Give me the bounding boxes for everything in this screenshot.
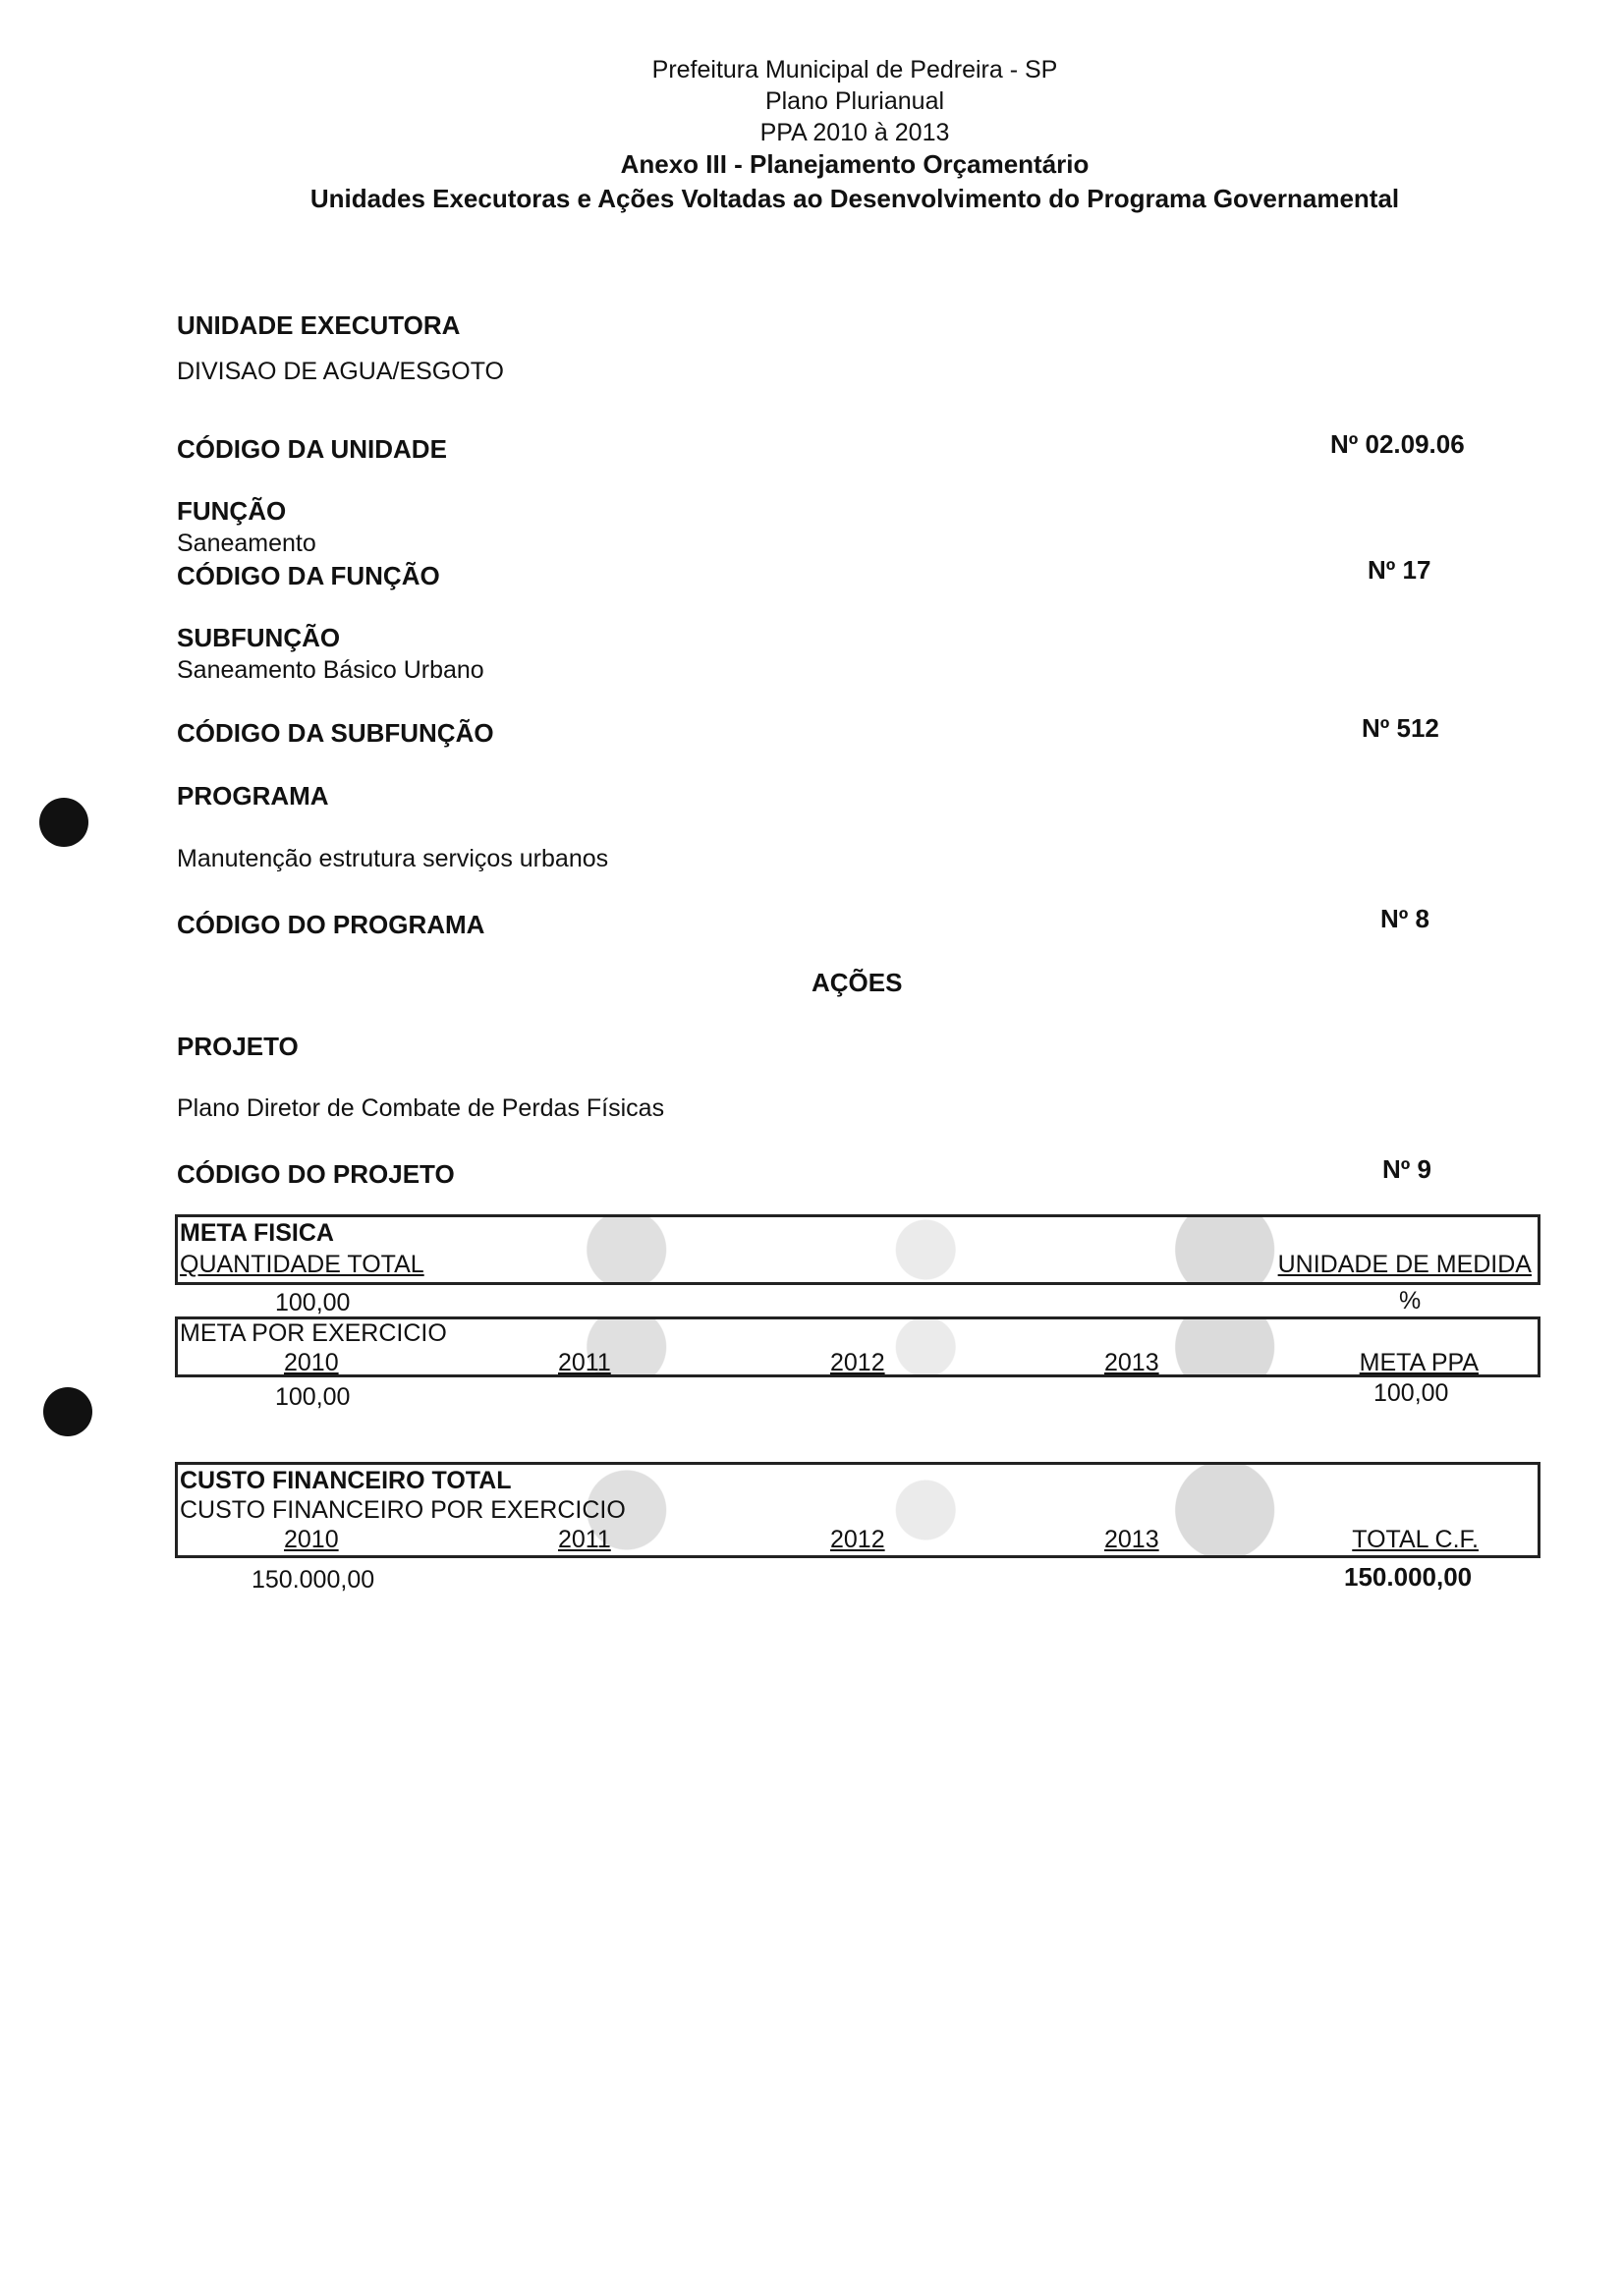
funcao-code-label: CÓDIGO DA FUNÇÃO [177, 561, 440, 590]
custo-2010-value: 150.000,00 [252, 1566, 375, 1594]
custo-financeiro-title: CUSTO FINANCEIRO TOTAL [180, 1467, 512, 1494]
meta-exercicio-box [175, 1316, 1540, 1377]
header-plano: Plano Plurianual [764, 87, 945, 115]
projeto-value: Plano Diretor de Combate de Perdas Físicas [177, 1094, 665, 1122]
header-anexo: Anexo III - Planejamento Orçamentário [620, 149, 1090, 179]
meta-fisica-title: META FISICA [180, 1219, 334, 1247]
meta-ppa-value: 100,00 [1373, 1379, 1449, 1407]
unidade-value: DIVISAO DE AGUA/ESGOTO [177, 358, 504, 385]
quantidade-total-value: 100,00 [275, 1289, 351, 1316]
meta-year-2010: 2010 [284, 1349, 339, 1376]
acoes-title: AÇÕES [812, 968, 903, 997]
subfuncao-value: Saneamento Básico Urbano [177, 656, 484, 684]
funcao-value: Saneamento [177, 530, 316, 557]
unidade-medida-label: UNIDADE DE MEDIDA [1277, 1251, 1532, 1278]
custo-por-exercicio-label: CUSTO FINANCEIRO POR EXERCICIO [180, 1496, 626, 1524]
binder-hole-top [39, 798, 88, 847]
total-cf-value: 150.000,00 [1344, 1562, 1473, 1592]
custo-year-2011: 2011 [558, 1526, 611, 1553]
funcao-label: FUNÇÃO [177, 496, 287, 526]
projeto-code-label: CÓDIGO DO PROJETO [177, 1159, 455, 1189]
quantidade-total-label: QUANTIDADE TOTAL [180, 1251, 424, 1278]
total-cf-label: TOTAL C.F. [1352, 1526, 1479, 1553]
subfuncao-code: Nº 512 [1362, 713, 1439, 743]
meta-year-2011: 2011 [558, 1349, 611, 1376]
binder-hole-bottom [43, 1387, 92, 1436]
projeto-label: PROJETO [177, 1032, 299, 1061]
custo-year-2013: 2013 [1104, 1526, 1159, 1553]
unidade-medida-value: % [1399, 1287, 1422, 1315]
header-unidades-title: Unidades Executoras e Ações Voltadas ao Desenvolvimento do Programa Governamental [309, 184, 1400, 213]
projeto-code: Nº 9 [1382, 1154, 1431, 1184]
custo-year-2010: 2010 [284, 1526, 339, 1553]
meta-year-2012: 2012 [830, 1349, 885, 1376]
unidade-code: Nº 02.09.06 [1330, 429, 1465, 459]
meta-fisica-box [175, 1214, 1540, 1285]
unidade-code-label: CÓDIGO DA UNIDADE [177, 434, 447, 464]
custo-financeiro-box [175, 1462, 1540, 1558]
subfuncao-label: SUBFUNÇÃO [177, 623, 341, 652]
header-ppa: PPA 2010 à 2013 [759, 119, 950, 146]
programa-code-label: CÓDIGO DO PROGRAMA [177, 910, 485, 939]
meta-year-2013: 2013 [1104, 1349, 1159, 1376]
programa-label: PROGRAMA [177, 781, 329, 811]
header-prefeitura: Prefeitura Municipal de Pedreira - SP [651, 56, 1058, 84]
meta-ppa-label: META PPA [1359, 1349, 1479, 1376]
meta-exercicio-title: META POR EXERCICIO [180, 1319, 447, 1347]
meta-2010-value: 100,00 [275, 1383, 351, 1411]
funcao-code: Nº 17 [1368, 555, 1431, 585]
subfuncao-code-label: CÓDIGO DA SUBFUNÇÃO [177, 718, 494, 748]
custo-year-2012: 2012 [830, 1526, 885, 1553]
programa-code: Nº 8 [1380, 904, 1429, 933]
programa-value: Manutenção estrutura serviços urbanos [177, 845, 609, 872]
unidade-label: UNIDADE EXECUTORA [177, 310, 461, 340]
